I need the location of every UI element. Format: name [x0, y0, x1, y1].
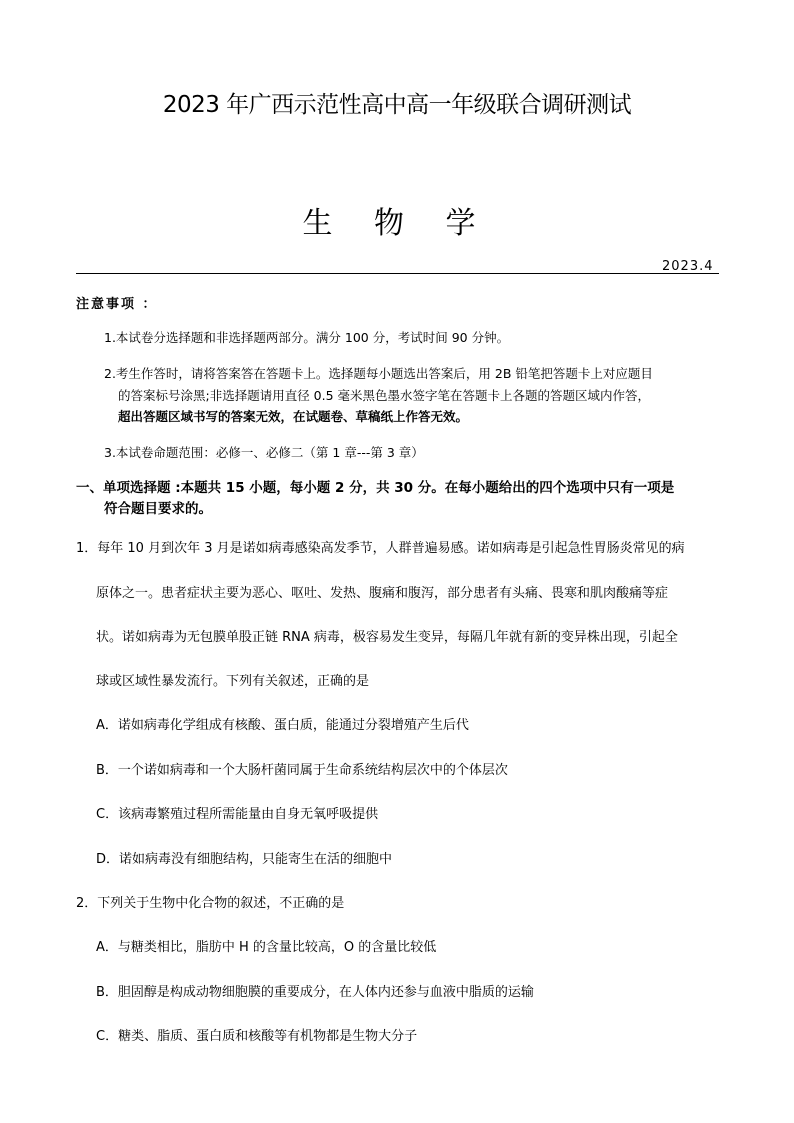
section-heading-line-1: 一、单项选择题 :本题共 15 小题，每小题 2 分，共 30 分。在每小题给出的四个选项中只有一项是 [76, 480, 675, 496]
question-1-option-a: A．诺如病毒化学组成有核酸、蛋白质，能通过分裂增殖产生后代 [96, 718, 469, 733]
notice-item-2-line-3: 超出答题区域书写的答案无效，在试题卷、草稿纸上作答无效。 [118, 409, 469, 424]
question-2-stem: 2．下列关于生物中化合物的叙述，不正确的是 [76, 896, 345, 911]
notice-item-2-line-2: 的答案标号涂黑;非选择题请用直径 0.5 毫米黑色墨水签字笔在答题卡上各题的答题区域内作答， [118, 388, 651, 403]
exam-title: 2023 年广西示范性高中高一年级联合调研测试 [162, 92, 632, 118]
question-1-option-c: C．该病毒繁殖过程所需能量由自身无氧呼吸提供 [96, 807, 379, 822]
notice-item-2-line-1: 2.考生作答时，请将答案答在答题卡上。选择题每小题选出答案后，用 2B 铅笔把答题卡上对应题目 [104, 366, 653, 381]
notice-heading: 注意事项 ： [76, 297, 158, 312]
question-1-stem-line-3: 状。诺如病毒为无包膜单股正链 RNA 病毒，极容易发生变异，每隔几年就有新的变异株出现，引起全 [96, 630, 678, 645]
notice-item-1: 1.本试卷分选择题和非选择题两部分。满分 100 分，考试时间 90 分钟。 [104, 330, 510, 345]
subject-title: 生 物 学 [302, 206, 492, 241]
question-1-option-d: D．诺如病毒没有细胞结构，只能寄生在活的细胞中 [96, 852, 393, 867]
question-1-option-b: B．一个诺如病毒和一个大肠杆菌同属于生命系统结构层次中的个体层次 [96, 763, 508, 778]
notice-item-3: 3.本试卷命题范围：必修一、必修二（第 1 章---第 3 章） [104, 445, 424, 460]
section-heading-line-2: 符合题目要求的。 [104, 501, 212, 517]
header-divider [76, 273, 719, 274]
question-1-stem-line-4: 球或区域性暴发流行。下列有关叙述，正确的是 [96, 674, 370, 689]
exam-date: 2023.4 [662, 259, 714, 274]
question-1-stem-line-2: 原体之一。患者症状主要为恶心、呕吐、发热、腹痛和腹泻，部分患者有头痛、畏寒和肌肉酸痛等症 [96, 586, 669, 601]
question-2-option-c: C．糖类、脂质、蛋白质和核酸等有机物都是生物大分子 [96, 1029, 418, 1044]
question-2-option-a: A．与糖类相比，脂肪中 H 的含量比较高，O 的含量比较低 [96, 940, 437, 955]
question-2-option-b: B．胆固醇是构成动物细胞膜的重要成分，在人体内还参与血液中脂质的运输 [96, 985, 534, 1000]
question-1-stem-line-1: 1．每年 10 月到次年 3 月是诺如病毒感染高发季节，人群普遍易感。诺如病毒是引起急性胃肠炎常见的病 [76, 541, 685, 556]
